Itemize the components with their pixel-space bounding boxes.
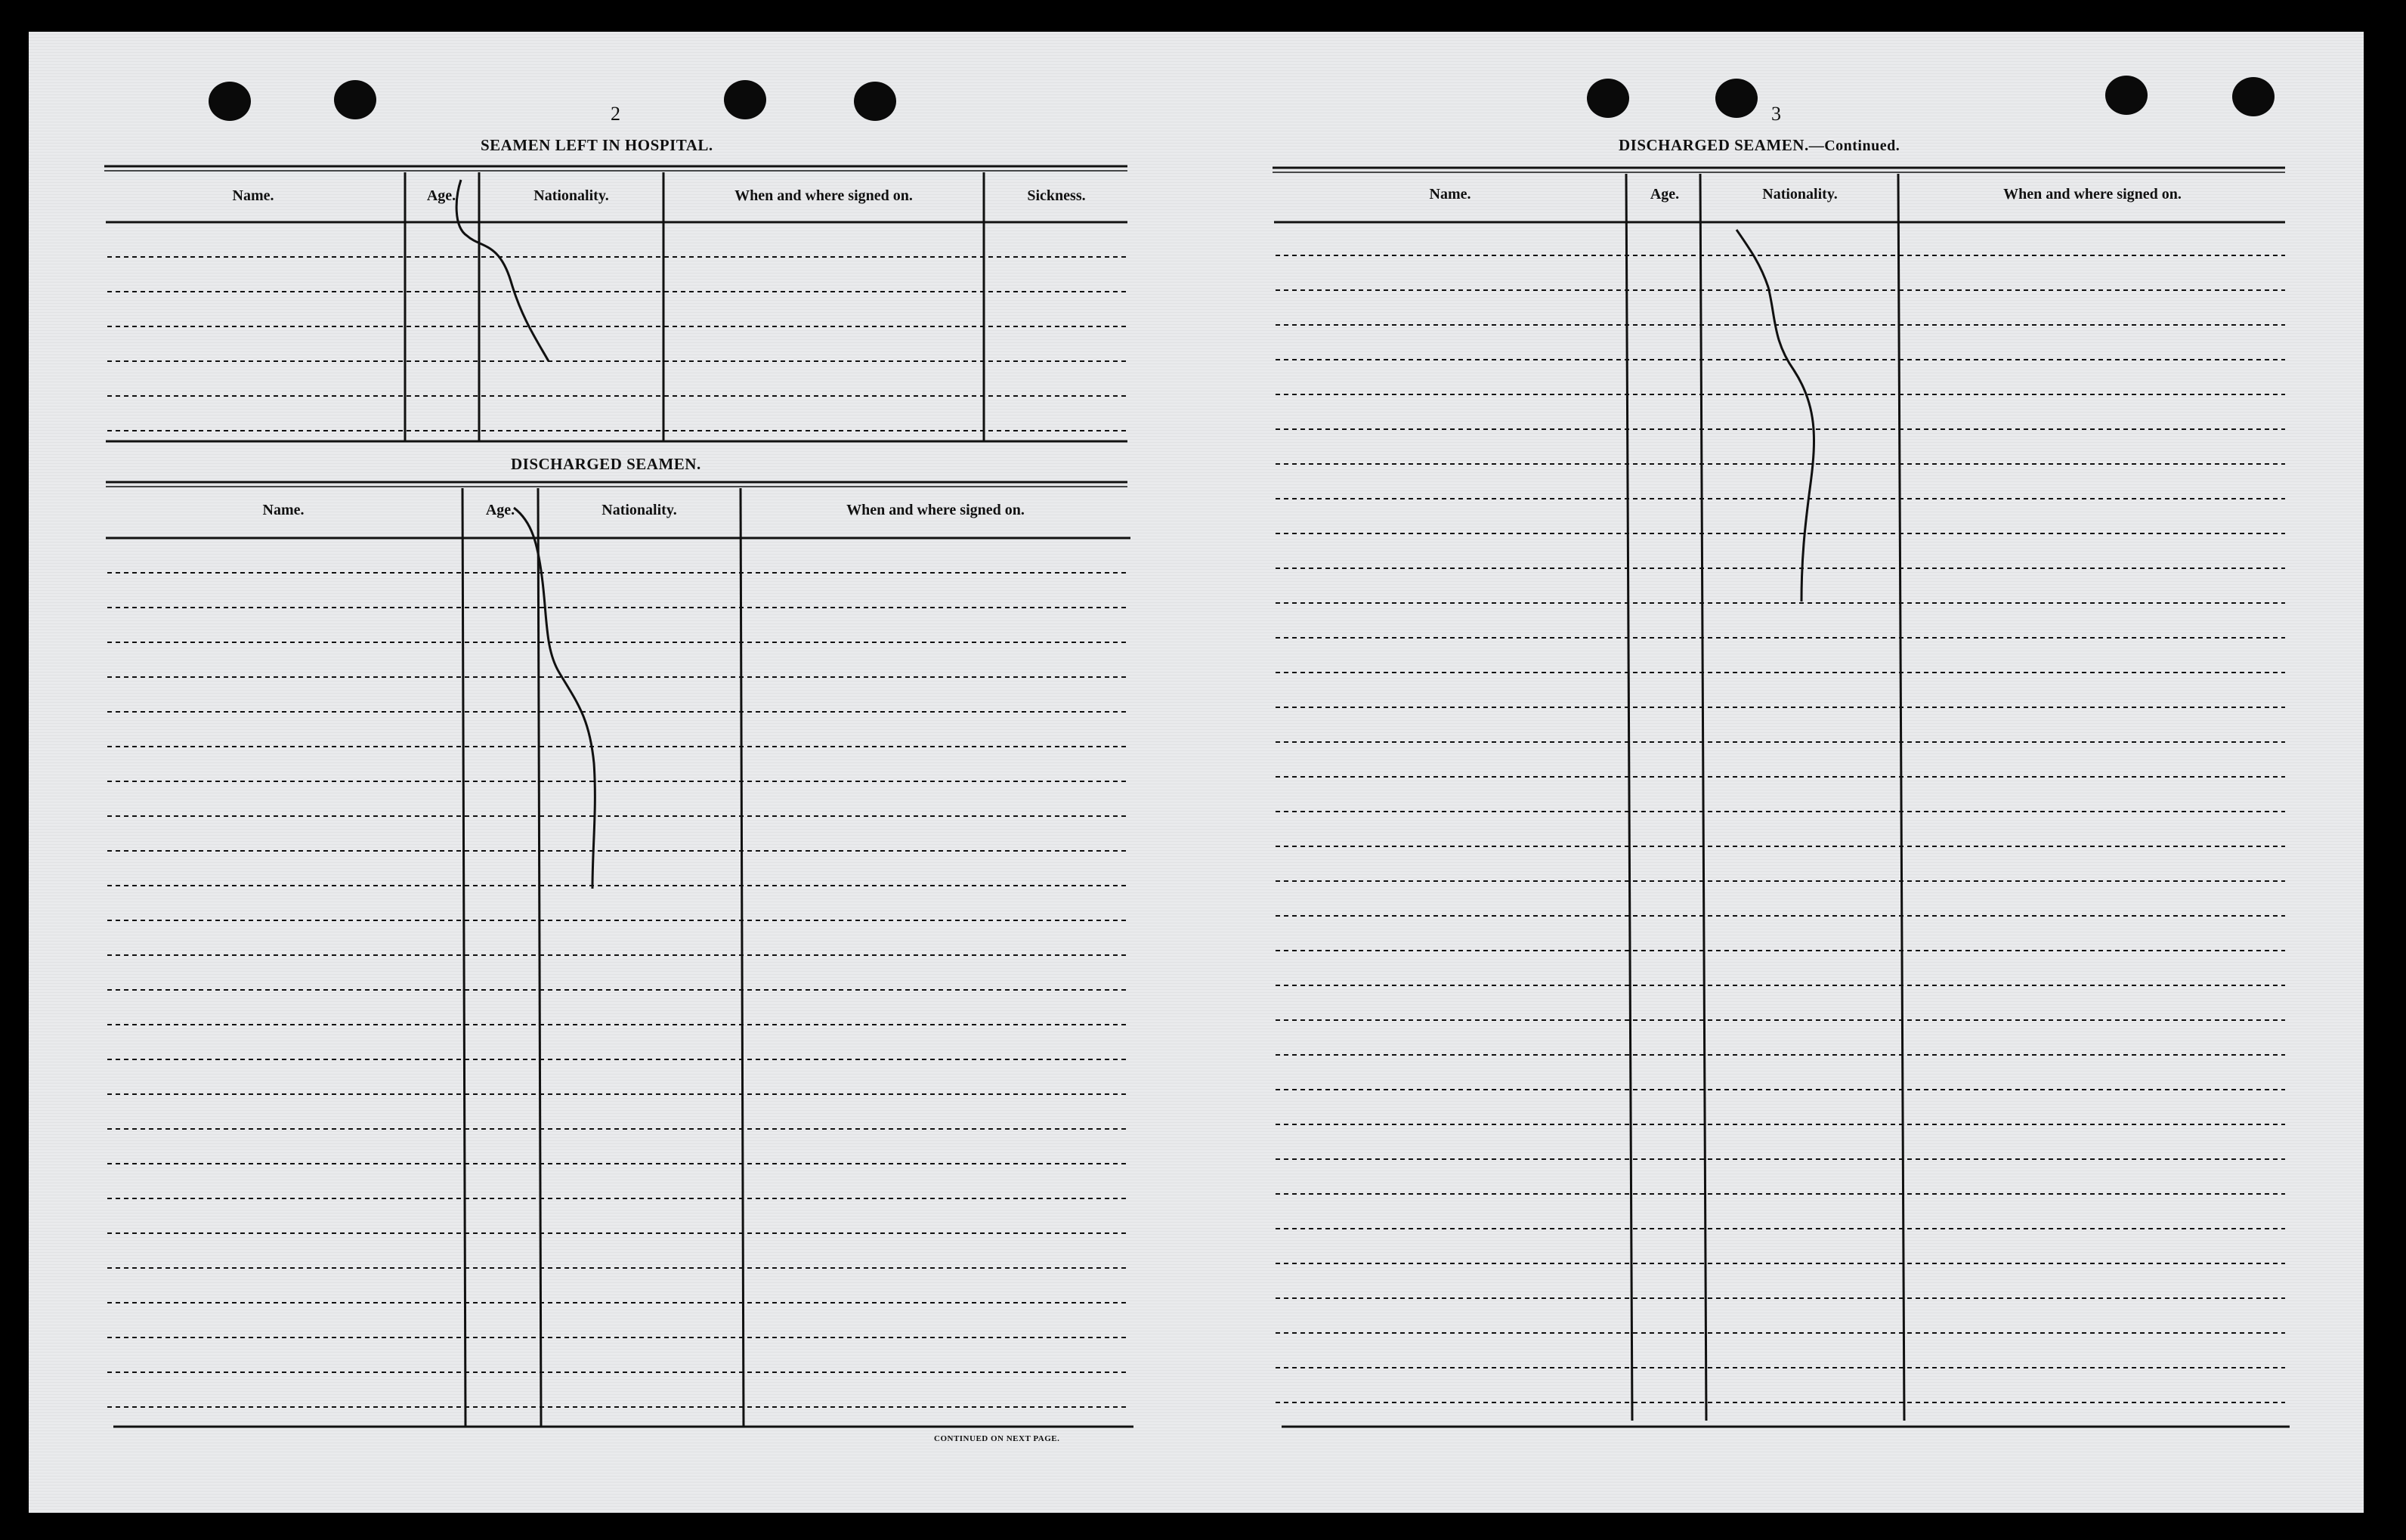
footer-continued: CONTINUED ON NEXT PAGE.	[934, 1434, 1060, 1443]
pen-stroke-hospital	[456, 180, 549, 361]
col-header-age: Age.	[485, 502, 515, 518]
page-number-left: 2	[611, 103, 620, 125]
page-number-right: 3	[1771, 103, 1781, 125]
col-header-signed-on: When and where signed on.	[846, 502, 1025, 518]
col-header-name: Name.	[262, 502, 305, 518]
col-divider	[1626, 174, 1632, 1421]
section-title-discharged-continued	[1619, 136, 1900, 155]
section-title-hospital: SEAMEN LEFT IN HOSPITAL.	[481, 136, 713, 154]
col-header-name: Name.	[1429, 186, 1471, 203]
pen-stroke-continued	[1736, 230, 1814, 601]
col-header-signed-on: When and where signed on.	[2003, 186, 2182, 203]
pen-stroke-discharged	[514, 508, 595, 889]
col-divider	[741, 488, 744, 1427]
col-header-nationality: Nationality.	[1762, 186, 1838, 203]
section-title-discharged: DISCHARGED SEAMEN.	[511, 455, 701, 473]
col-header-signed-on: When and where signed on.	[734, 187, 913, 204]
col-header-nationality: Nationality.	[602, 502, 677, 518]
col-divider	[462, 488, 465, 1427]
col-header-age: Age.	[1650, 186, 1680, 203]
col-divider	[1898, 174, 1904, 1421]
col-divider	[1700, 174, 1706, 1421]
col-header-nationality: Nationality.	[533, 187, 609, 204]
col-header-sickness: Sickness.	[1027, 187, 1086, 204]
section-title-suffix: —Continued.	[1808, 138, 1900, 154]
col-header-name: Name.	[232, 187, 274, 204]
col-divider	[538, 488, 541, 1427]
section-title-text: DISCHARGED SEAMEN.	[1619, 136, 1809, 154]
col-header-age: Age.	[426, 187, 456, 204]
